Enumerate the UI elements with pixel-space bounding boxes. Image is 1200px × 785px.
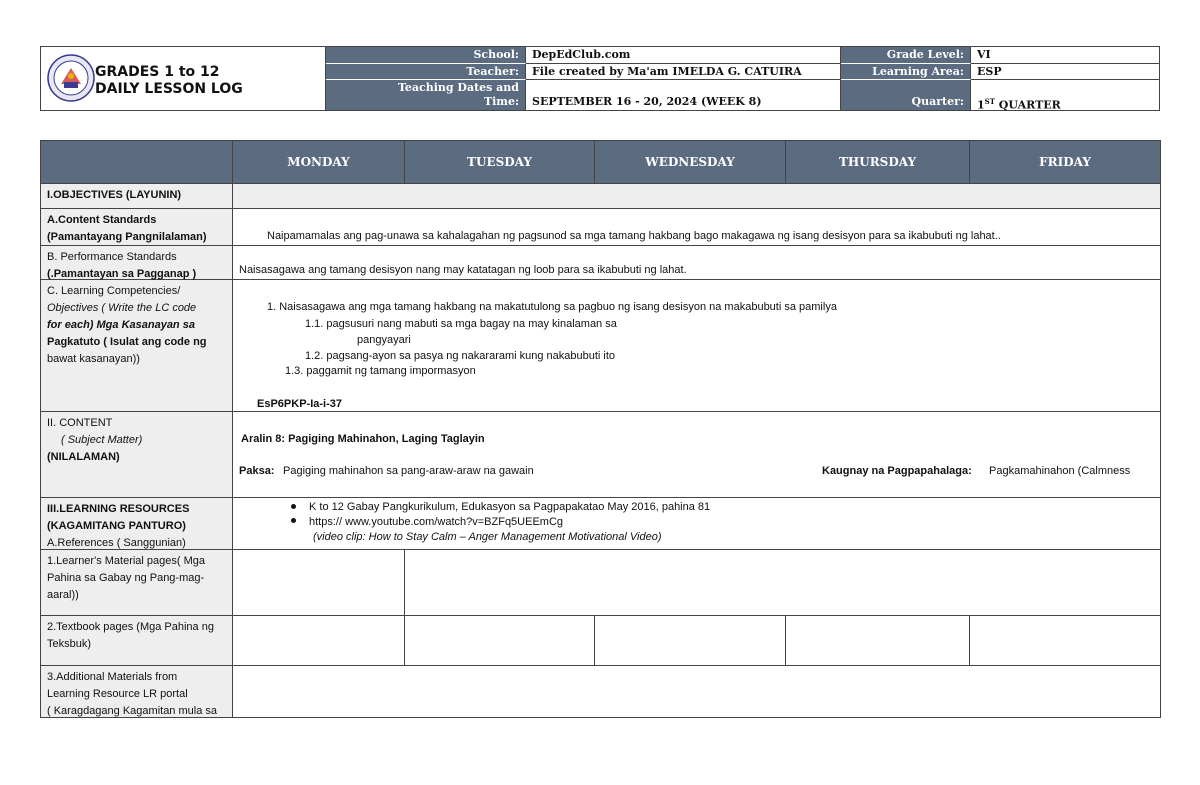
teaching-dates-label-line1: Teaching Dates and (397, 81, 519, 94)
content-standards-value: Naipamamalas ang pag-unawa sa kahalagahan ng pagsunod sa mga tamang hakbang bago makagawa ng isang desisyon para sa ikabubuti ng lahat.. (267, 230, 1001, 242)
performance-standards-value-cell (233, 246, 1160, 280)
textbook-label-line1: 2.Textbook pages (Mga Pahina ng (47, 621, 214, 633)
content-standards-label-line2: (Pamantayang Pangnilalaman) (47, 231, 207, 243)
textbook-wednesday (595, 616, 786, 666)
content-value-cell (233, 412, 1160, 498)
competency-item-1-3: 1.3. paggamit ng tamang impormasyon (285, 365, 476, 377)
deped-seal-icon (47, 54, 95, 102)
competency-item-1-1-cont: pangyayari (357, 334, 411, 346)
content-label-line1: II. CONTENT (47, 417, 113, 429)
day-header-thursday: THURSDAY (786, 141, 970, 184)
paksa-label: Paksa: (239, 465, 275, 477)
additional-materials-value (233, 666, 1160, 717)
learning-area-value: ESP (971, 64, 1159, 80)
bullet-icon (291, 518, 296, 523)
content-label-line3: (NILALAMAN) (47, 451, 120, 463)
content-standards-value-cell (233, 209, 1160, 246)
additional-materials-label (41, 666, 233, 717)
textbook-friday (970, 616, 1160, 666)
title-line-2: DAILY LESSON LOG (95, 81, 243, 97)
performance-standards-label-line2: (.Pamantayan sa Pagganap ) (47, 268, 197, 280)
competencies-label-line1: C. Learning Competencies/ (47, 285, 181, 297)
paksa-value: Pagiging mahinahon sa pang-araw-araw na gawain (283, 465, 534, 477)
aralin-title: Aralin 8: Pagiging Mahinahon, Laging Taglayin (241, 433, 485, 445)
resources-label-line1: III.LEARNING RESOURCES (47, 503, 190, 515)
day-header-wednesday: WEDNESDAY (595, 141, 786, 184)
teacher-value: File created by Ma'am IMELDA G. CATUIRA (526, 64, 841, 80)
quarter-number: 1 (977, 98, 985, 112)
content-label-line2: ( Subject Matter) (61, 434, 143, 446)
quarter-label: Quarter: (841, 80, 971, 110)
title-line-1: GRADES 1 to 12 (95, 64, 220, 80)
lm-pages-label-line3: aaral)) (47, 589, 79, 601)
objectives-value (233, 184, 1160, 209)
lm-pages-label-line2: Pahina sa Gabay ng Pang-mag- (47, 572, 205, 584)
competency-item-1: 1. Naisasagawa ang mga tamang hakbang na makatutulong sa pagbuo ng isang desisyon na makabubuti sa pamilya (267, 301, 837, 313)
lesson-log-table (40, 140, 1161, 718)
day-header-corner (41, 141, 233, 184)
school-label: School: (326, 47, 526, 64)
grade-level-value: VI (971, 47, 1159, 64)
quarter-suffix: ST (984, 97, 995, 106)
textbook-monday (233, 616, 405, 666)
objectives-label: I.OBJECTIVES (LAYUNIN) (41, 184, 233, 209)
reference-3: (video clip: How to Stay Calm – Anger Management Motivational Video) (313, 531, 662, 543)
competencies-label-line5: bawat kasanayan)) (47, 353, 140, 365)
textbook-label-line2: Teksbuk) (47, 638, 92, 650)
competency-code: EsP6PKP-Ia-i-37 (257, 398, 342, 410)
textbook-thursday (786, 616, 970, 666)
quarter-text: QUARTER (994, 98, 1061, 112)
lm-pages-label (41, 550, 233, 616)
competencies-label (41, 280, 233, 412)
competencies-label-line3: for each) Mga Kasanayan sa (47, 319, 195, 331)
teaching-dates-value: SEPTEMBER 16 - 20, 2024 (WEEK 8) (526, 80, 841, 110)
title-box (41, 47, 326, 110)
lm-pages-rest (405, 550, 1160, 616)
content-standards-label-line1: A.Content Standards (47, 214, 157, 226)
teacher-label: Teacher: (326, 64, 526, 80)
content-label (41, 412, 233, 498)
textbook-tuesday (405, 616, 595, 666)
competencies-value-cell (233, 280, 1160, 412)
textbook-label (41, 616, 233, 666)
competency-item-1-1: 1.1. pagsusuri nang mabuti sa mga bagay na may kinalaman sa (305, 318, 617, 330)
resources-label-line3: A.References ( Sanggunian) (47, 537, 186, 549)
resources-label (41, 498, 233, 550)
kaugnay-label: Kaugnay na Pagpapahalaga: (822, 465, 972, 477)
competencies-label-line4: Pagkatuto ( Isulat ang code ng (47, 336, 207, 348)
additional-materials-label-line3: ( Karagdagang Kagamitan mula sa (47, 705, 217, 717)
reference-2-link[interactable]: https:// www.youtube.com/watch?v=BZFq5UEEmCg (309, 516, 564, 528)
content-standards-label (41, 209, 233, 246)
teaching-dates-label (326, 80, 526, 110)
performance-standards-value: Naisasagawa ang tamang desisyon nang may katatagan ng loob para sa ikabubuti ng lahat. (239, 264, 687, 276)
day-header-friday: FRIDAY (970, 141, 1160, 184)
learning-area-label: Learning Area: (841, 64, 971, 80)
resources-label-line2: (KAGAMITANG PANTURO) (47, 520, 186, 532)
competency-item-1-2: 1.2. pagsang-ayon sa pasya ng nakararami kung nakabubuti ito (305, 350, 616, 362)
resources-value-cell (233, 498, 1160, 550)
day-header-tuesday: TUESDAY (405, 141, 595, 184)
grade-level-label: Grade Level: (841, 47, 971, 64)
additional-materials-label-line1: 3.Additional Materials from (47, 671, 178, 683)
performance-standards-label (41, 246, 233, 280)
lm-pages-label-line1: 1.Learner's Material pages( Mga (47, 555, 206, 567)
school-value: DepEdClub.com (526, 47, 841, 64)
additional-materials-label-line2: Learning Resource LR portal (47, 688, 188, 700)
reference-1: K to 12 Gabay Pangkurikulum, Edukasyon sa Pagpapakatao May 2016, pahina 81 (309, 501, 711, 513)
performance-standards-label-line1: B. Performance Standards (47, 251, 177, 263)
day-header-monday: MONDAY (233, 141, 405, 184)
teaching-dates-label-line2: Time: (483, 95, 519, 108)
lesson-log-header (40, 46, 1160, 111)
bullet-icon (291, 504, 296, 509)
competencies-label-line2: Objectives ( Write the LC code (47, 302, 197, 314)
kaugnay-value: Pagkamahinahon (Calmness (989, 465, 1131, 477)
quarter-value (971, 80, 1159, 110)
lm-pages-monday (233, 550, 405, 616)
